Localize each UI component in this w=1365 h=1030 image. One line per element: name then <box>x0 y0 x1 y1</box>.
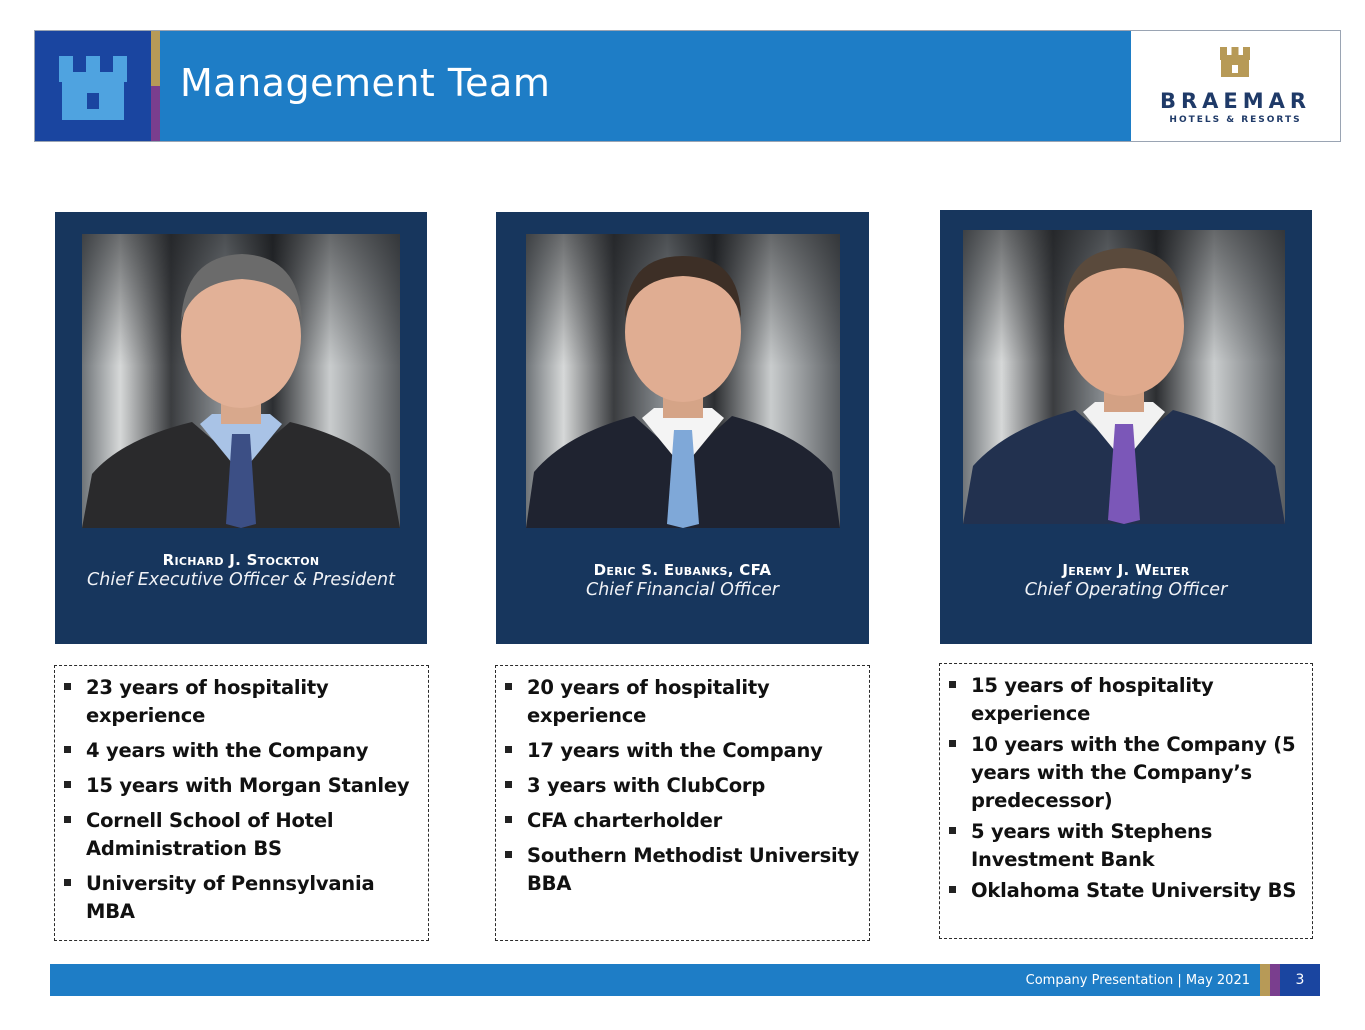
bullet-item: 3 years with ClubCorp <box>504 772 861 800</box>
castle-icon-box <box>35 31 151 141</box>
person-title: Chief Financial Officer <box>586 580 779 600</box>
title-band <box>160 31 1131 141</box>
card-caption <box>940 560 1312 601</box>
braemar-logo <box>1131 31 1340 141</box>
bullets-coo <box>939 663 1313 939</box>
bullet-item: 15 years with Morgan Stanley <box>63 772 420 800</box>
castle-logo-icon <box>1218 45 1252 79</box>
header-bar <box>34 30 1341 142</box>
bullet-item: 10 years with the Company (5 years with the Company’s predecessor) <box>948 731 1304 815</box>
bullet-item: 20 years of hospitality experience <box>504 674 861 730</box>
headshot-photo <box>963 230 1285 524</box>
bullets-cfo <box>495 665 870 941</box>
footer-bar <box>50 964 1320 996</box>
bullet-list <box>504 674 861 898</box>
headshot-photo <box>82 234 400 528</box>
bullet-item: University of Pennsylvania MBA <box>63 870 420 926</box>
bullet-item: 15 years of hospitality experience <box>948 672 1304 728</box>
bullet-item: 17 years with the Company <box>504 737 861 765</box>
bullet-item: 5 years with Stephens Investment Bank <box>948 818 1304 874</box>
team-card-ceo <box>55 212 427 644</box>
person-name: Richard J. Stockton <box>162 551 320 569</box>
headshot-photo <box>526 234 840 528</box>
bullet-item: Southern Methodist University BBA <box>504 842 861 898</box>
person-name: Jeremy J. Welter <box>1062 561 1190 579</box>
logo-tagline: HOTELS & RESORTS <box>1169 115 1302 125</box>
castle-icon <box>35 31 151 141</box>
footer-purple-stripe <box>1270 964 1280 996</box>
person-title: Chief Operating Officer <box>1024 580 1228 600</box>
bullet-list <box>63 674 420 926</box>
bullets-ceo <box>54 665 429 941</box>
bullet-item: CFA charterholder <box>504 807 861 835</box>
footer-text: Company Presentation | May 2021 <box>1025 973 1250 988</box>
page-number: 3 <box>1280 964 1320 996</box>
team-card-coo <box>940 210 1312 644</box>
purple-stripe <box>151 86 160 141</box>
card-caption <box>496 560 869 601</box>
page-title: Management Team <box>180 61 551 105</box>
logo-wordmark: BRAEMAR <box>1159 89 1312 113</box>
bullet-item: Cornell School of Hotel Administration BS <box>63 807 420 863</box>
gold-stripe <box>151 31 160 86</box>
person-name: Deric S. Eubanks, CFA <box>593 561 772 579</box>
bullet-item: 4 years with the Company <box>63 737 420 765</box>
team-card-cfo <box>496 212 869 644</box>
bullet-item: 23 years of hospitality experience <box>63 674 420 730</box>
bullet-item: Oklahoma State University BS <box>948 877 1304 905</box>
card-caption <box>55 550 427 591</box>
footer-gold-stripe <box>1260 964 1270 996</box>
bullet-list <box>948 672 1304 905</box>
person-title: Chief Executive Officer & President <box>87 570 395 590</box>
